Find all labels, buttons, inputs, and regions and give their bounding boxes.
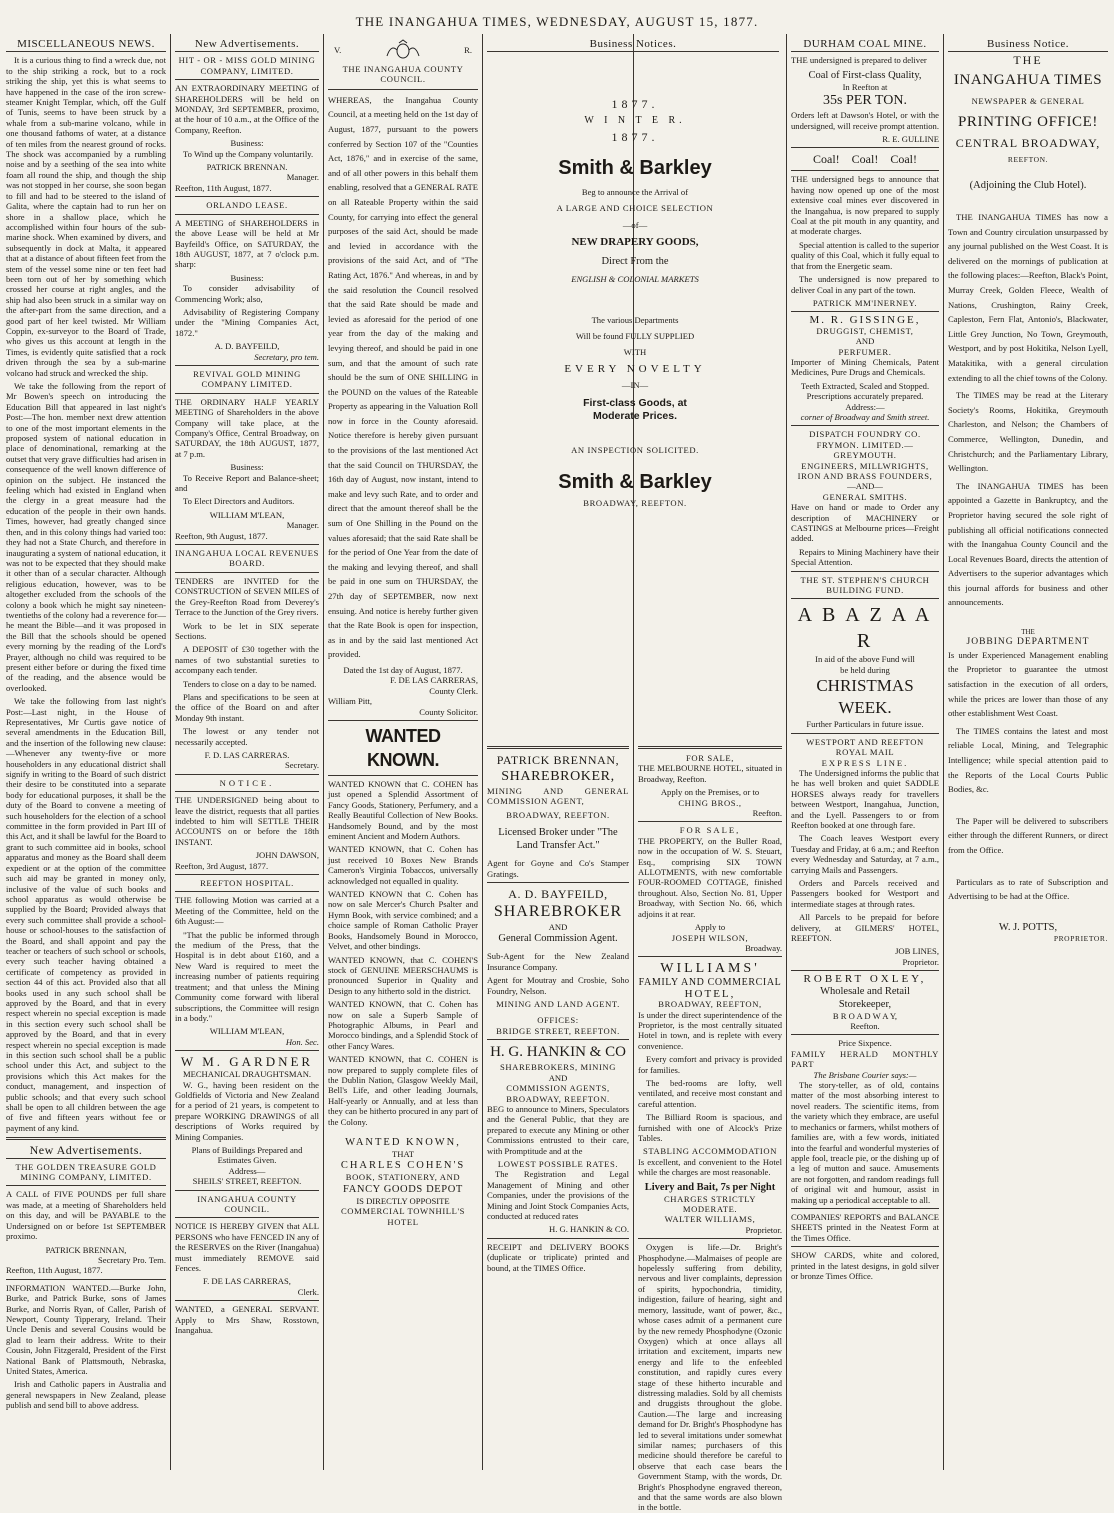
ad-text: THE MELBOURNE HOTEL, situated in Broadway, Reefton. [638,763,782,784]
divider [175,874,319,875]
ad-title: First-class Goods, at Moderate Prices. [583,396,687,422]
ad-text: In aid of the above Fund will [815,654,915,665]
ad-text: THE INANGAHUA TIMES has now a Town and Country circulation unsurpassed by any journal published on the West Coast. It is delivered on the mornings of publication at the following places:—Reefton, Black's Point, Murray Creek, Golden Fleece, Wealth of Nations, Crushington, Rainy Creek, Capleston, Fern Flat, Antonio's, Blackwater, Little Grey Junction, No Town, Greymouth, Westport, and by post Hokitika, Nelson Lyell, Matakitika, with a general circulation extending to all the chief towns of the Colony. [948,212,1108,383]
section-heading: Business Notice. [948,38,1108,52]
divider [791,311,939,312]
ad-subhead: DRUGGIST, CHEMIST, [816,325,914,336]
divider [638,956,782,957]
ad-text: THE following Motion was carried at a Meeting of the Committee, held on the 6th August:— [175,895,319,927]
ad-subhead: STABLING ACCOMMODATION [642,1146,778,1157]
ad-title: JOBBING DEPARTMENT [966,637,1090,648]
ad-text: Sub-Agent for the New Zealand Insurance Company. [487,951,629,972]
ad-text: The lowest or any tender not necessarily accepted. [175,726,319,747]
divider [175,791,319,792]
ad-signature: WALTER WILLIAMS, [664,1214,756,1225]
ad-signature: F. DE LAS CARRERAS, [390,675,478,686]
section-heading: Business Notices. [487,38,779,52]
ad-text: THAT [392,1149,414,1159]
ad-address: BROADWAY, REEFTON. [583,497,687,508]
news-paragraph: It is a curious thing to find a wreck due, not to the ship striking a rock, but to a rock striking the ship, yet this is what seems to have happened in the case of the iron screw-steamer Knight Templar, which, off the Gulf of Tunis, seems to have been struck by a whale from a sub-marine volcano, while in one thousand fathoms of water, at a distance of ten miles from the nearest ground of rocks. The shock was accompanied by a rumbling noise and by a seething of the sea into white foam all round the ship, and though the ship was not stopped in her course, she soon began to fill and had to be steered to the island of Galita, where the captain had to run her on shore in a shallow place, which he accomplished within four hours of the sub-marine shock. When examined by divers, and subsequently in dock at Malta, it appeared that at a distance of about fifteen feet from the stem of the vessel some nine or ten feet had been torn out of her by something which crossed her course at right angles, and the ship had also been struck in a similar way on the after-part from the same direction, and a good part of her keel twisted. Mr William Coppin, ex-surveyor to the Board of Trade, who gives us this account at length in the Times, is evidently quite satisfied that a rock driven through the sea by a sub-marine volcano had struck and wrecked the ship. [6,55,166,378]
ad-signature: R. E. GULLINE [882,134,939,145]
ad-text: Apply to [694,922,726,933]
ad-text: Price Sixpence. [838,1038,892,1049]
ad-text: Will be found FULLY SUPPLIED [575,331,695,342]
ad-subhead: NEWSPAPER & GENERAL [971,95,1085,106]
ad-text: THE UNDERSIGNED being about to leave the district, requests that all parties indebted to him will SETTLE THEIR ACCOUNTS on or before the 18th INSTANT. [175,795,319,847]
ad-text: A CALL of FIVE POUNDS per full share was made, at a meeting of Shareholders held on this day, and will be PAYABLE to the Undersigned on or before 1st SEPTEMBER proximo. [6,1189,166,1242]
ad-text: The Billiard Room is spacious, and furnished with one of Alcock's Prize Tables. [638,1112,782,1143]
ad-subhead: Address— [228,1165,266,1176]
ad-text: In Reefton at [842,81,888,92]
ad-text: To consider advisability of Commencing Work; also, [175,283,319,304]
divider [638,821,782,822]
ad-signature: WILLIAM M'LEAN, [209,1026,285,1037]
ad-subhead: HOTEL, [684,987,736,1000]
ad-text: MINING AND GENERAL COMMISSION AGENT, [487,786,629,807]
divider [175,774,319,775]
ad-subhead: COMMISSION AGENTS, [506,1083,610,1094]
ad-address: BROADWAY, REEFTON. [506,809,610,820]
ad-signature: William Pitt, [328,696,373,707]
ad-text: Is under the direct superintendence of the Proprietor, is the most centrally situated Hotel in town, and is replete with every convenience. [638,1009,782,1051]
divider [791,147,939,148]
ad-signature: PATRICK MM'INERNEY. [812,297,918,308]
ad-text: BOOK, STATIONERY, AND [345,1172,461,1183]
ad-address: BRIDGE STREET, REEFTON. [496,1025,620,1036]
bazaar-title: A B A Z A A R [797,604,933,653]
ad-text: The TIMES may be read at the Literary Society's Rooms, Hokitika, Greymouth Charleston, and Nelson; the Chambers of Commerce, Wellington, Dunedin, and Christchurch; and the Parliamentary Library, Wellington. [948,390,1108,474]
ad-date: Dated the 1st day of August, 1877. [343,664,463,675]
ad-text: Agent for Goyne and Co's Stamper Gratings. [487,858,629,879]
ad-role: Secretary Pro. Tem. [98,1254,166,1265]
column-rule [323,34,324,1470]
divider [638,746,782,749]
divider [791,170,939,171]
ad-signature: A. D. BAYFEILD, [214,341,280,352]
ad-title: THE GOLDEN TREASURE GOLD MINING COMPANY, LIMITED. [15,1161,157,1183]
divider [791,425,939,426]
divider [487,746,629,749]
divider [175,79,319,80]
column-durham-coal [791,38,939,1474]
ad-subhead: SHAREBROKERS, MINING [499,1062,617,1073]
crest-letter-v: V. [334,44,342,55]
ad-title: WESTPORT AND REEFTON [806,736,924,747]
column-rule [943,34,944,1470]
ad-text: "That the public be informed through the medium of the Press, that the Hospital is in debt about £160, and a New Ward is required to meet the increasing number of patients requiring treatment; and that unless the Mining Community come forward with liberal subscriptions, the Committee will resign in a body." [175,929,319,1023]
ad-title: INANGAHUA TIMES [953,71,1103,88]
divider [175,393,319,394]
ad-text: LOWEST POSSIBLE RATES. [497,1158,619,1169]
ad-title: THE ST. STEPHEN'S CHURCH BUILDING FUND. [800,574,930,596]
section-heading: New Advertisements. [175,38,319,52]
ad-text: Irish and Catholic papers in Australia and general newspapers in New Zealand, please publish and send bill to above address. [6,1379,166,1411]
column-sharebrokers [487,742,629,1472]
ad-subhead: CENTRAL BROADWAY, [955,136,1101,151]
ad-text: AND [548,922,568,933]
ad-text: To Elect Directors and Auditors. [183,496,295,507]
christmas-title: CHRISTMAS WEEK. [816,676,914,718]
divider [6,1185,166,1186]
divider [638,1238,782,1239]
ad-address: REEFTON. [1007,154,1049,164]
ad-text: —IN— [621,380,649,391]
ad-text: Orders left at Dawson's Hotel, or with the undersigned, will receive prompt attention. [791,110,939,131]
ad-subhead: Storekeeper, [838,998,892,1010]
column-rule [786,34,787,1470]
ad-text: Apply on the Premises, or to [660,787,760,798]
ad-text: MINING AND LAND AGENT. [496,999,620,1010]
ad-role: Hon. Sec. [285,1036,319,1047]
ad-text: The undersigned is now prepared to deliver Coal in any part of the town. [791,274,939,295]
ad-text: The Coach leaves Westport every Tuesday and Friday, at 6 a.m.; and Reefton every Wednesday and Saturday, at 7 a.m., carrying Mails and Passengers. [791,833,939,875]
ad-title: NOTICE. [219,777,275,788]
ad-address: BROADWAY, REEFTON. [506,1093,610,1104]
ad-title: EVERY NOVELTY [564,362,706,375]
ad-text: Teeth Extracted, Scaled and Stopped. [800,380,930,391]
ad-text: Licensed Broker under "The Land Transfer Act." [498,827,618,852]
divider [791,733,939,734]
ad-text: WHEREAS, the Inangahua County Council, at a meeting held on the 1st day of August, 1877, pursuant to the powers conferred by Section 107 of the "Counties Act, 1876," and in exercise of the same, and of all other powers in this behalf them enabling, resolved that a GENERAL RATE on all Rateable Property within the said County, for carrying into effect the general purposes of the said Act, should be made and levied in accordance with the provisions of the said Act, and of "The Rating Act, 1876." And whereas, in and by the said resolution the Council resolved that the said Rate should be made and levied as aforesaid for the period of one year from the day of the making and levying thereof, and should be paid in one sum, and that the amount of such rate should be the sum of ONE SHILLING in the POUND on the values of the Rateable Property as appearing in the Valuation Roll now in force in the County aforesaid. Notice therefore is hereby given pursuant to the provisions of the last mentioned Act that the said Council on THURSDAY, the 16th day of August, now instant, intend to make and levy such Rate, and to order and direct that the amount thereof shall be the sum of One Shilling in the Pound on the values aforesaid; that the said Rate shall be for the period of One Year from the date of the making and levying thereof, and shall be paid in one sum on THURSDAY, the 27th day of SEPTEMBER, now next ensuing. And notice is hereby further given that the Rate Book is open for inspection, as in and by the said last mentioned Act provided. [328,94,478,660]
ad-signature: CHING BROS., [678,797,742,808]
divider [791,970,939,971]
ad-text: be held during [840,664,890,675]
ad-text: Beg to announce the Arrival of [581,187,689,198]
divider [6,1137,166,1140]
ad-text: TENDERS are INVITED for the CONSTRUCTION of SEVEN MILES of the Grey-Reefton Road from Deverey's Terrace to the Junction of the Grey rivers. [175,575,319,618]
divider [175,1300,319,1301]
divider [328,89,478,90]
divider [6,1279,166,1280]
ad-title: H. G. HANKIN & CO [490,1044,626,1061]
price-label: 35s PER TON. [823,93,907,109]
ad-role: PROPRIETOR. [1053,933,1108,943]
ad-text: Advisability of Registering Company under the "Mining Companies Act, 1872." [175,306,319,338]
ad-title: SHAREBROKER [493,903,623,921]
ad-text: Importer of Mining Chemicals, Patent Medicines, Pure Drugs and Chemicals. [791,356,939,378]
ad-title: W M. GARDNER [180,1054,314,1070]
ad-role: County Solicitor. [419,706,478,717]
ad-subhead: ENGINEERS, MILLWRIGHTS, IRON AND BRASS FOUNDERS, [797,460,933,481]
ad-subhead: Wholesale and Retail [820,985,910,997]
ad-text: A DEPOSIT of £30 together with the names of two substantial sureties to accompany each tender. [175,644,319,676]
ad-text: Address:— [845,401,885,412]
ad-text: All Parcels to be prepaid for before delivery, at GILMERS' HOTEL, REEFTON. [791,912,939,943]
ad-text: WANTED KNOWN, that C. COHEN'S stock of GENUINE MEERSCHAUMS is pronounced Superior in Quality and Design to any hitherto sold in the district. [328,954,478,996]
divider [791,1208,939,1209]
ad-address: BROADWAY, REEFTON, [658,999,762,1010]
ad-text: COMPANIES' REPORTS and BALANCE SHEETS printed in the Neatest Form at the Times Office. [791,1211,939,1243]
ad-text: BEG to announce to Miners, Speculators and the General Public, that they are prepared to execute any Mining or other Commissions entrusted to their care, with Promptitude and at the [487,1103,629,1156]
firm-name: Smith & Barkley [558,156,712,179]
divider [175,1217,319,1218]
ad-text: Have on hand or made to Order any description of MACHINERY or CASTINGS at Melbourne prices—Freight added. [791,502,939,544]
ad-signature: JOSEPH WILSON, [671,932,749,943]
ad-text: A MEETING of SHAREHOLDERS in the above Lease will be held at Mr Bayfeild's Office, on SATURDAY, the 18th AUGUST, 1877, at 7 o'clock p.m. sharp: [175,217,319,270]
ad-text: To Wind up the Company voluntarily. [183,148,314,159]
divider [175,891,319,892]
ad-title: REVIVAL GOLD MINING COMPANY LIMITED. [193,368,301,390]
ad-text: Every comfort and privacy is provided for families. [638,1054,782,1075]
ad-role: Manager. [286,520,319,531]
ad-text: Direct From the [601,256,669,268]
ad-signature: H. G. HANKIN & CO. [549,1224,629,1235]
ad-subhead: Business: [230,138,264,149]
column-for-sale [638,742,782,1513]
ad-signature: F. D. LAS CARRERAS. [204,749,290,760]
ad-text: W. G., having been resident on the Goldfields of Victoria and New Zealand for a period of 21 years, is competent to prepare WORKING DRAWINGS of all descriptions of Works required by Mining Companies. [175,1079,319,1142]
ad-role: Proprietor. [745,1224,782,1235]
divider [328,720,478,721]
ad-text: (Adjoining the Club Hotel). [969,180,1087,192]
ad-text: SHOW CARDS, white and colored, printed in the latest designs, in gold silver or bronze Times Office. [791,1250,939,1281]
ad-text: THE ORDINARY HALF YEARLY MEETING of Shareholders in the above Company will take place, at the Company's Office, Central Broadway, on SATURDAY, the 18th AUGUST, 1877, at 7 p.m. [175,396,319,459]
ad-title: FOR SALE, [679,825,741,836]
ad-text: WANTED KNOWN, that C. COHEN is now prepared to supply complete files of the Dublin Nation, Glasgow Weekly Mail, Bell's Life, and other leading Journals, Half-yearly or Annually, and at less than they can be hitherto procured in any part of the Colony. [328,1054,478,1127]
ad-title: Coal! Coal! Coal! [813,152,917,167]
ad-subhead: GENERAL SMITHS. [822,491,908,502]
ad-role: Manager. [286,172,319,183]
divider [175,1050,319,1051]
ad-signature: PATRICK BRENNAN. [206,162,288,173]
ad-date: Reefton, 11th August, 1877. [175,182,272,193]
divider [175,214,319,215]
wanted-known-title: WANTED KNOWN. [365,726,441,770]
divider [175,572,319,573]
ad-text: The story-teller, as of old, contains matter of the most absorbing interest to novel readers. The scientific items, from the variety which they embrace, are useful to mechanics or farmers, whilst mothers of families are, with a few words, initiated into the fearful and wonderful mysteries of apple fool, treacle pie, or the dishing up of a leg of mutton and sauce. Amusements are not forgotten, and random readings full of original wit and humour, assist in making up a periodical acceptable to all. [791,1080,939,1205]
divider [487,1039,629,1040]
column-miscellaneous-news [6,38,166,1474]
masthead: THE INANGAHUA TIMES, WEDNESDAY, AUGUST 15, 1877. [355,14,759,29]
divider [791,598,939,599]
ad-date: Reefton, 9th August, 1877. [175,530,268,541]
ad-signature: JOHN DAWSON, [255,850,319,861]
ad-title: INANGAHUA LOCAL REVENUES BOARD. [175,548,319,569]
ad-role: Clerk. [297,1286,319,1297]
column-rule [482,34,483,1470]
ad-subhead: Business: [230,272,264,283]
ad-text: The Undersigned informs the public that he has well broken and quiet SADDLE HORSES always ready for travellers between Westport, Inangahua, Junction, and the Lyell. Passengers to or from Reefton booked at one through fare. [791,767,939,830]
divider [328,775,478,776]
column-times-office [948,38,1108,1474]
ad-text: The TIMES contains the latest and most reliable Local, Mining, and Telegraphic Intelligence; while special attention paid to the Reports of the Local Courts Public Bodies, &c. [948,725,1108,795]
ad-text: THE [1021,628,1035,637]
ad-text: A LARGE AND CHOICE SELECTION [556,203,714,214]
divider [175,544,319,545]
divider [175,1190,319,1191]
section-heading: DURHAM COAL MINE. [791,38,939,52]
divider [791,1246,939,1247]
ad-text: The various Departments [591,314,679,325]
ad-text: Repairs to Mining Machinery have their Special Attention. [791,546,939,568]
ad-title: REEFTON HOSPITAL. [200,878,294,889]
ad-address: B R O A D W A Y, [832,1010,898,1021]
ad-text: THE undersigned begs to announce that having now opened up one of the most extensive coal mines ever discovered in the Inangahua, is now prepared to supply Coal at the pit mouth in any quantity, and at moderate charges. [791,174,939,237]
ad-subhead: OFFICES: [537,1015,579,1026]
column-county-council [328,38,478,1474]
news-paragraph: We take the following from the report of Mr Bowen's speech on introducing the Education Bill that appeared in last night's Post:—The hon. member next drew attention to one of the most important elements in the proposed system of national education in place of denominational, remarking at the outset that very grave difficulties had arisen in consequence of the well known difference of opinion on the subject. He instanced the feeling which had existed in England when the clergy in a great measure had the education of the people in their own hands. Times, however, had greatly changed since then, and in this colony things had varied too: they had not a State Church, and therefore in inaugurating a system of national education, it was not to be expected that they should make it other than of a secular character. Although religious education, however, was to be altogether excluded from the schools of the colony a book which he might say nineteen-twentieths of the colony had a reverence for—he meant the Bible—and it was proposed in the Bill that the schools should be opened every morning by the reading of the Lord's Prayer, although no child was required to be present either before or during the fixed time of the reading, and the absence would be overlooked. [6,381,166,693]
ad-text: Orders and Parcels received and Passengers booked for Westport and intermediate stages at through rates. [791,877,939,909]
ad-title: INANGAHUA COUNTY COUNCIL. [197,1193,297,1214]
ad-title: PRINTING OFFICE! [957,114,1099,131]
ad-text: CHARGES STRICTLY MODERATE. [663,1193,757,1215]
ad-subhead: FAMILY AND COMMERCIAL [638,977,782,989]
ad-role: Secretary. [284,760,319,771]
column-new-advertisements [175,38,319,1474]
ad-text: Oxygen is life.—Dr. Bright's Phosphodyne.—Malmaises of people are hopelessly suffering from debility, nervous and liver complaints, depression of spirits, hypochondria, timidity, indigestion, failure of hearing, sight and memory, lassitude, want of power, &c., whose cases admit of a permanent cure by the new remedy Phosphodyne (Ozonic Oxygen) which at once allays all irritation and excitement, imparts new energy and life to the enfeebled constitution, and rapidly cures every stage of these hitherto incurable and distressing maladies. Sold by all chemists and druggists throughout the globe. Caution.—The large and increasing demand for Dr. Bright's Phosphodyne has led to several imitations under somewhat similar names; purchasers of this medicine should therefore be careful to observe that each case bears the Government Stamp, with the words, Dr. Bright's Phosphodyne engraved thereon, and that the same words are also blown in the bottle. [638,1242,782,1513]
crest-letter-r: R. [464,44,472,55]
ad-text: To Receive Report and Balance-sheet; and [175,472,319,494]
ad-text: NOTICE IS HEREBY GIVEN that ALL PERSONS who have FENCED IN any of the RESERVES on the River (Inangahua) must immediately REMOVE said Fences. [175,1221,319,1274]
divider [791,1034,939,1035]
ad-address: Reefton. [850,1021,880,1032]
ad-title: WANTED KNOWN, [345,1137,461,1148]
ad-text: ENGLISH & COLONIAL MARKETS [571,274,699,285]
ad-title: PATRICK BRENNAN, [496,753,620,767]
ad-text: Is excellent, and convenient to the Hotel while the charges are most reasonable. [638,1156,782,1178]
ad-text: Further Particulars in future issue. [806,719,924,730]
ad-title: THE INANGAHUA COUNTY COUNCIL. [342,64,464,85]
section-heading: MISCELLANEOUS NEWS. [6,38,166,52]
divider [175,365,319,366]
ad-title: A. D. BAYFEILD, [508,887,608,902]
ad-signature: WILLIAM M'LEAN, [209,509,285,520]
ad-subhead: EXPRESS LINE. [821,757,909,768]
ad-text: WANTED KNOWN that C. COHEN has just opened a Splendid Assortment of Fancy Goods, Stationery, Perfumery, and a Really Beautiful Collection of New Books. Handsomely Bound, and by the most eminent Ancient and Modern Authors. [328,779,478,842]
ad-text: THE [1013,53,1043,68]
winter-label: W I N T E R. [584,114,686,126]
divider [791,571,939,572]
ad-title: ROBERT OXLEY, [803,973,927,986]
ad-text: WANTED KNOWN, that C. Cohen has now on sale a Superb Sample of Photographic Albums, in Pearl and Morocco bindings, and a Splendid Stock of other Fancy Wares. [328,999,478,1051]
ad-text: FANCY GOODS DEPOT [343,1183,463,1195]
ad-text: INFORMATION WANTED.—Burke John, Burke, and Patrick Burke, sons of James Burke, and Norris Ryan, of Caller, Parish of Newport, County Tipperary, Ireland. Their Uncle Denis and several Cousins would be glad to learn their address. Write to their Cousin, John Fitzgerald, President of the First National Bank of Plattsmouth, Nebraska, United States, America. [6,1282,166,1376]
ad-text: COMMERCIAL TOWNHILL'S HOTEL [340,1206,466,1227]
ad-title: M. R. GISSINGE, [809,314,921,327]
ad-text: WANTED KNOWN that C. Cohen has now on sale Mercer's Church Psalter and Hymn Book, with service combined; and a choice sample of Roman Catholic Prayer Books, Handsomely Bound in Morocco, Velvet, and other bindings. [328,889,478,952]
ad-text: Prescriptions accurately prepared. [806,391,924,402]
ad-text: AND [548,1072,568,1083]
section-heading: New Advertisements. [6,1144,166,1158]
ad-subhead: PERFUMER. [838,346,892,357]
ad-title: General Commission Agent. [498,933,618,945]
royal-crest-icon [383,40,423,60]
ad-subhead: MECHANICAL DRAUGHTSMAN. [182,1069,312,1080]
ad-text: AN INSPECTION SOLICITED. [571,444,699,455]
ad-text: AN EXTRAORDINARY MEETING of SHAREHOLDERS will be held on MONDAY, 3rd SEPTEMBER, proximo, at the hour of 10 a.m., at the Office of the Company, Reefton. [175,83,319,135]
ad-text: —AND— [847,481,883,492]
ad-text: WANTED, a GENERAL SERVANT. Apply to Mrs Shaw, Rosstown, Inangahua. [175,1304,319,1336]
ad-title: ORLANDO LEASE. [206,200,288,211]
ad-date: Reefton, 11th August, 1877. [6,1265,103,1276]
ad-text: Tenders to close on a day to be named. [183,678,317,689]
divider [487,1238,629,1239]
ad-address: Broadway. [745,942,782,953]
ad-title: FAMILY HERALD MONTHLY PART [791,1048,939,1070]
firm-name: Smith & Barkley [558,471,712,494]
ad-title: HIT - OR - MISS GOLD MINING COMPANY, LIMITED. [178,55,316,76]
ad-address: corner of Broadway and Smith street. [800,411,930,422]
ad-text: The bed-rooms are lofty, well ventilated, and receive most constant and careful attention. [638,1077,782,1109]
ad-text: The INANGAHUA TIMES has been appointed a Gazette in Bankruptcy, and the Proprietor having secured the sole right of publishing all official notifications connected with the Inangahua County Council and the Local Revenues Board, directs the attention of Advertisers to the superior advantages which this journal affords for business and other announcements. [948,480,1108,608]
news-paragraph: We take the following from last night's Post:—Last night, in the House of Representatives, Mr Curtis gave notice of several amendments in the Education Bill, and the insertion of the following new clause:—Whenever any twenty-five or more householders in any educational district shall signify in writing to the Board of such district their desire to be constituted into a separate body for educational purposes, it shall be the duty of the Board to convene a meeting of such householders for the election of a school committee in the form provided in Part III of this Act, and it shall be lawful for the Board to grant to such committee aid in books, school apparatus and money as the Board shall deem expedient or at the option of the committee such aid may be granted in money only, inclusive of the value of such books and school apparatus as would otherwise be supplied by the Board; Provided always that every such committee shall provide a school-house or school-houses to the satisfaction of the Board, and shall appoint and pay the teacher or teachers of such school or schools, every such teacher having obtained a certificate of competency as provided in section 44 of this act. Provided also that all books used in any such school shall be approved by the Board, and that in every respect wherein no special exception is made in this section every such school shall be approved by the Board, and that in every respect wherein no special exception is made in this section such school shall be a public school under this Act, and subject to the provisions which this Act makes for the conduct, management, and inspection of public schools; and that every such school shall be open to all children between the age of five and fifteen years without fee or payment of any kind. [6,696,166,1133]
ad-text: IS DIRECTLY OPPOSITE [356,1195,450,1206]
ad-text: WITH [623,347,647,358]
ad-role: Secretary, pro tem. [254,351,319,362]
ad-text: Plans of Buildings Prepared and Estimates Given. [191,1144,303,1166]
ad-title: DISPATCH FOUNDRY CO. FRYMON. LIMITED.—GREYMOUTH. [809,429,921,461]
ad-text: RECEIPT and DELIVERY BOOKS (duplicate or triplicate) printed and bound, at the TIMES Office. [487,1241,629,1273]
ad-text: Is under Experienced Management enabling the Proprietor to guarantee the utmost satisfaction in the execution of all orders, while the prices are lower than those of any other establishment West Coast. [948,649,1108,719]
ad-title: SHAREBROKER, [501,769,615,784]
ad-signature: PATRICK BRENNAN, [45,1244,127,1255]
ad-text: Agent for Moutray and Crosbie, Soho Foundry, Nelson. [487,975,629,996]
ad-text: —of— [622,219,648,230]
ad-text: THE PROPERTY, on the Buller Road, now in the occupation of W. S. Steuart, Esq., comprising SIX TOWN ALLOTMENTS, with new comfortable FOUR-ROOMED COTTAGE, finished throughout. Also, Section No. 81, Upper Broadway, with Section No. 66, which adjoins it at rear. [638,835,782,919]
ad-text: The Paper will be delivered to subscribers either through the different Runners, or direct from the Office. [948,815,1108,855]
ad-title: Coal of First-class Quality, [808,69,922,81]
column-rule [170,34,171,1470]
ad-title: NEW DRAPERY GOODS, [571,236,699,249]
ad-text: Work to be let in SIX seperate Sections. [175,620,319,641]
ad-role: Proprietor. [902,956,939,967]
ad-address: SHEILS' STREET, REEFTON. [192,1176,302,1187]
ad-text: WANTED KNOWN, that C. Cohen has just received 10 Boxes New Brands Cameron's Virginia Tobaccos, universally acknowledged not equalled in quality. [328,844,478,886]
ad-subhead: ROYAL MAIL [835,747,895,758]
ad-title: CHARLES COHEN'S [340,1160,466,1172]
year-label: 1877. [611,97,659,112]
ad-signature: JOB LINES, [895,946,939,957]
ad-text: The Brisbane Courier says:— [813,1069,917,1080]
ad-text: Plans and specifications to be seen at the office of the Board on and after Monday 9th instant. [175,691,319,723]
ad-text: THE undersigned is prepared to deliver [791,55,927,66]
ad-signature: W. J. POTTS, [998,921,1058,933]
year-label: 1877. [611,130,659,145]
ad-text: The Registration and Legal Management of Mining and other Companies, under the provisions of the Mining and Joint Stock Companies Acts, conducted at reduced rates [487,1169,629,1221]
crest-row [334,40,472,60]
divider [487,882,629,883]
ad-date: Reefton, 3rd August, 1877. [175,860,269,871]
ad-subhead: Business: [230,462,264,473]
ad-title: Livery and Bait, 7s per Night [644,1181,776,1193]
ad-text: Particulars as to rate of Subscription and Advertising to be had at the Office. [948,876,1108,902]
ad-address: Reefton. [752,808,782,819]
column-business-notices [487,38,783,738]
ad-title: FOR SALE, [686,753,734,763]
ad-signature: F. DE LAS CARRERAS, [203,1276,291,1287]
ad-title: WILLIAMS' [660,961,760,977]
ad-text: AND [855,336,875,347]
divider [175,196,319,197]
ad-role: County Clerk. [429,685,478,696]
ad-text: Special attention is called to the superior quality of this Coal, which it fully equal to that from the Energetic seam. [791,239,939,271]
